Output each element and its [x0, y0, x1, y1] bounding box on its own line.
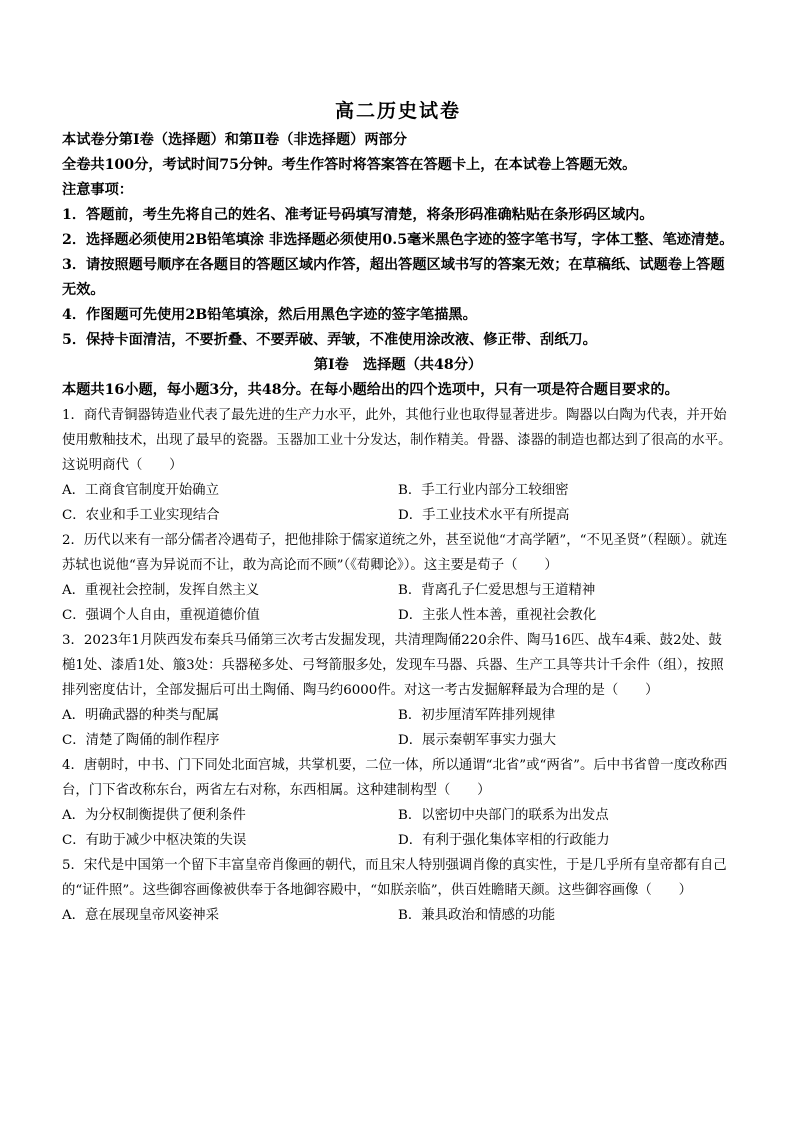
question-options — [62, 703, 734, 753]
section-heading: 第Ⅰ卷 选择题（共48分） — [313, 357, 483, 373]
note-item: 1．答题前，考生先将自己的姓名、准考证号码填写清楚，将条形码准确粘贴在条形码区域内。 — [62, 207, 654, 223]
option-d: D．有利于强化集体宰相的行政能力 — [398, 833, 610, 848]
option-a: A．为分权制衡提供了便利条件 — [62, 808, 246, 823]
question-stem: 3．2023年1月陕西发布秦兵马俑第三次考古发掘发现，共清理陶俑220余件、陶马16匹、战车4乘、鼓2处、鼓槌1处、漆盾1处、箙3处：兵器秘多处、弓弩箭服多处，发现车马器、兵器、生产工具等共计千余件（组），按照排列密度估计，全部发掘后可出土陶俑、陶马约6000件。对这一考古发掘解释最为合理的是（ ） — [62, 633, 724, 698]
option-b: B．手工行业内部分工较细密 — [398, 483, 569, 498]
option-a: A．重视社会控制，发挥自然主义 — [62, 583, 260, 598]
question — [62, 753, 734, 853]
question-options — [62, 803, 734, 853]
exam-page — [62, 98, 734, 928]
question — [62, 628, 734, 753]
note-item: 4．作图题可先使用2B铅笔填涂，然后用黑色字迹的签字笔描黑。 — [62, 307, 477, 323]
intro-line: 全卷共100分，考试时间75分钟。考生作答时将答案答在答题卡上，在本试卷上答题无效。 — [62, 157, 637, 173]
option-d: D．手工业技术水平有所提高 — [398, 508, 570, 523]
option-b: B．兼具政治和情感的功能 — [398, 908, 556, 923]
option-c: C．农业和手工业实现结合 — [62, 508, 220, 523]
option-c: C．清楚了陶俑的制作程序 — [62, 733, 220, 748]
option-d: D．展示秦朝军事实力强大 — [398, 733, 557, 748]
note-item: 2．选择题必须使用2B铅笔填涂 非选择题必须使用0.5毫米黑色字迹的签字笔书写，字体工整、笔迹清楚。 — [62, 232, 734, 248]
question-stem: 5．宋代是中国第一个留下丰富皇帝肖像画的朝代，而且宋人特别强调肖像的真实性，于是几乎所有皇帝都有自己的“证件照”。这些御容画像被供奉于各地御容殿中，“如朕亲临”，供百姓瞻睹天颜。这些御容画像（ ） — [62, 858, 727, 898]
intro-line: 注意事项： — [62, 182, 133, 198]
question — [62, 853, 734, 928]
question — [62, 528, 734, 628]
question — [62, 403, 734, 528]
intro-line: 本试卷分第Ⅰ卷（选择题）和第Ⅱ卷（非选择题）两部分 — [62, 132, 407, 148]
option-b: B．以密切中央部门的联系为出发点 — [398, 808, 609, 823]
question-options — [62, 903, 734, 928]
option-d: D．主张人性本善，重视社会教化 — [398, 608, 597, 623]
option-a: A．工商食官制度开始确立 — [62, 483, 219, 498]
question-options — [62, 578, 734, 628]
question-stem: 2．历代以来有一部分儒者冷遇荀子，把他排除于儒家道统之外，甚至说他“才高学陋”，“不见圣贤”（程颐）。就连苏轼也说他“喜为异说而不让，敢为高论而不顾”（《荀卿论》）。这主要是荀子（ ） — [62, 533, 728, 573]
option-a: A．明确武器的种类与配属 — [62, 708, 219, 723]
option-b: B．初步厘清军阵排列规律 — [398, 708, 556, 723]
question-stem: 1．商代青铜器铸造业代表了最先进的生产力水平，此外，其他行业也取得显著进步。陶器以白陶为代表，并开始使用敷釉技术，出现了最早的瓷器。玉器加工业十分发达，制作精美。骨器、漆器的制造也都达到了很高的水平。这说明商代（ ） — [62, 408, 732, 473]
note-item: 5．保持卡面清洁，不要折叠、不要弄破、弄皱，不准使用涂改液、修正带、刮纸刀。 — [62, 332, 597, 348]
note-item: 3．请按照题号顺序在各题目的答题区域内作答，超出答题区域书写的答案无效；在草稿纸、试题卷上答题无效。 — [62, 257, 725, 298]
option-a: A．意在展现皇帝风姿神采 — [62, 908, 219, 923]
section-instruction: 本题共16小题，每小题3分，共48分。在每小题给出的四个选项中，只有一项是符合题目要求的。 — [62, 382, 679, 398]
question-options — [62, 478, 734, 528]
option-c: C．强调个人自由，重视道德价值 — [62, 608, 260, 623]
option-c: C．有助于减少中枢决策的失误 — [62, 833, 247, 848]
question-stem: 4．唐朝时，中书、门下同处北面宫城，共掌机要，二位一体，所以通谓“北省”或“两省”。后中书省曾一度改称西台，门下省改称东台，两省左右对称，东西相属。这种建制构型（ ） — [62, 758, 728, 798]
page-title: 高二历史试卷 — [334, 100, 461, 122]
option-b: B．背离孔子仁爱思想与王道精神 — [398, 583, 596, 598]
